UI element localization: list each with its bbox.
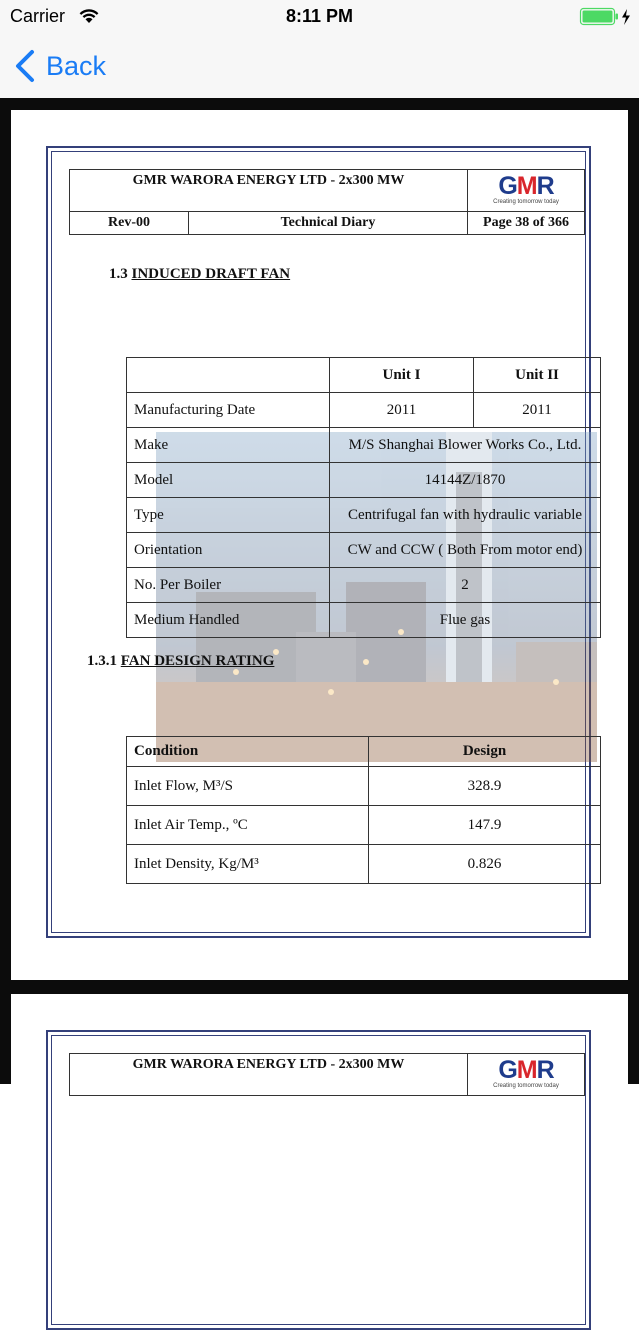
section-heading: 1.3 INDUCED DRAFT FAN bbox=[109, 266, 291, 282]
page-border bbox=[46, 1030, 591, 1330]
gmr-logo: GMR Creating tomorrow today bbox=[468, 1054, 585, 1096]
subsection-heading: 1.3.1 FAN DESIGN RATING bbox=[87, 653, 275, 669]
table-row: No. Per Boiler 2 bbox=[127, 568, 601, 603]
status-bar bbox=[0, 0, 639, 34]
document-viewer[interactable] bbox=[0, 98, 639, 1089]
document-header bbox=[69, 169, 585, 235]
table-header: Unit I bbox=[330, 358, 474, 393]
table-row: Medium Handled Flue gas bbox=[127, 603, 601, 638]
table-header-empty bbox=[127, 358, 330, 393]
document-title: Technical Diary bbox=[189, 212, 468, 235]
gmr-logo: GMR Creating tomorrow today bbox=[468, 170, 585, 212]
document-page-next bbox=[11, 994, 628, 1194]
battery-icon bbox=[580, 8, 636, 26]
fan-design-rating-table bbox=[126, 736, 601, 884]
company-title: GMR WARORA ENERGY LTD - 2x300 MW bbox=[70, 1054, 468, 1096]
table-row: Inlet Air Temp., ºC 147.9 bbox=[127, 806, 601, 845]
table-row: Inlet Flow, M³/S 328.9 bbox=[127, 767, 601, 806]
chevron-left-icon bbox=[14, 49, 36, 83]
table-header: Design bbox=[369, 737, 601, 767]
table-header: Condition bbox=[127, 737, 369, 767]
clock: 8:11 PM bbox=[285, 6, 354, 26]
revision-label: Rev-00 bbox=[70, 212, 189, 235]
table-row: Inlet Density, Kg/M³ 0.826 bbox=[127, 845, 601, 884]
document-page bbox=[11, 110, 628, 980]
page-border bbox=[46, 146, 591, 938]
back-label: Back bbox=[46, 50, 107, 81]
carrier-label: Carrier bbox=[10, 6, 66, 26]
table-row: Model 14144Z/1870 bbox=[127, 463, 601, 498]
fan-spec-table bbox=[126, 357, 601, 638]
page-number: Page 38 of 366 bbox=[468, 212, 585, 235]
company-title: GMR WARORA ENERGY LTD - 2x300 MW bbox=[70, 170, 468, 212]
table-header: Unit II bbox=[474, 358, 601, 393]
table-row: Orientation CW and CCW ( Both From motor end) bbox=[127, 533, 601, 568]
back-button[interactable] bbox=[14, 46, 106, 86]
table-row: Manufacturing Date 2011 2011 bbox=[127, 393, 601, 428]
table-row: Make M/S Shanghai Blower Works Co., Ltd. bbox=[127, 428, 601, 463]
document-header bbox=[69, 1053, 585, 1096]
table-row: Type Centrifugal fan with hydraulic variable bbox=[127, 498, 601, 533]
navigation-bar bbox=[0, 34, 639, 98]
